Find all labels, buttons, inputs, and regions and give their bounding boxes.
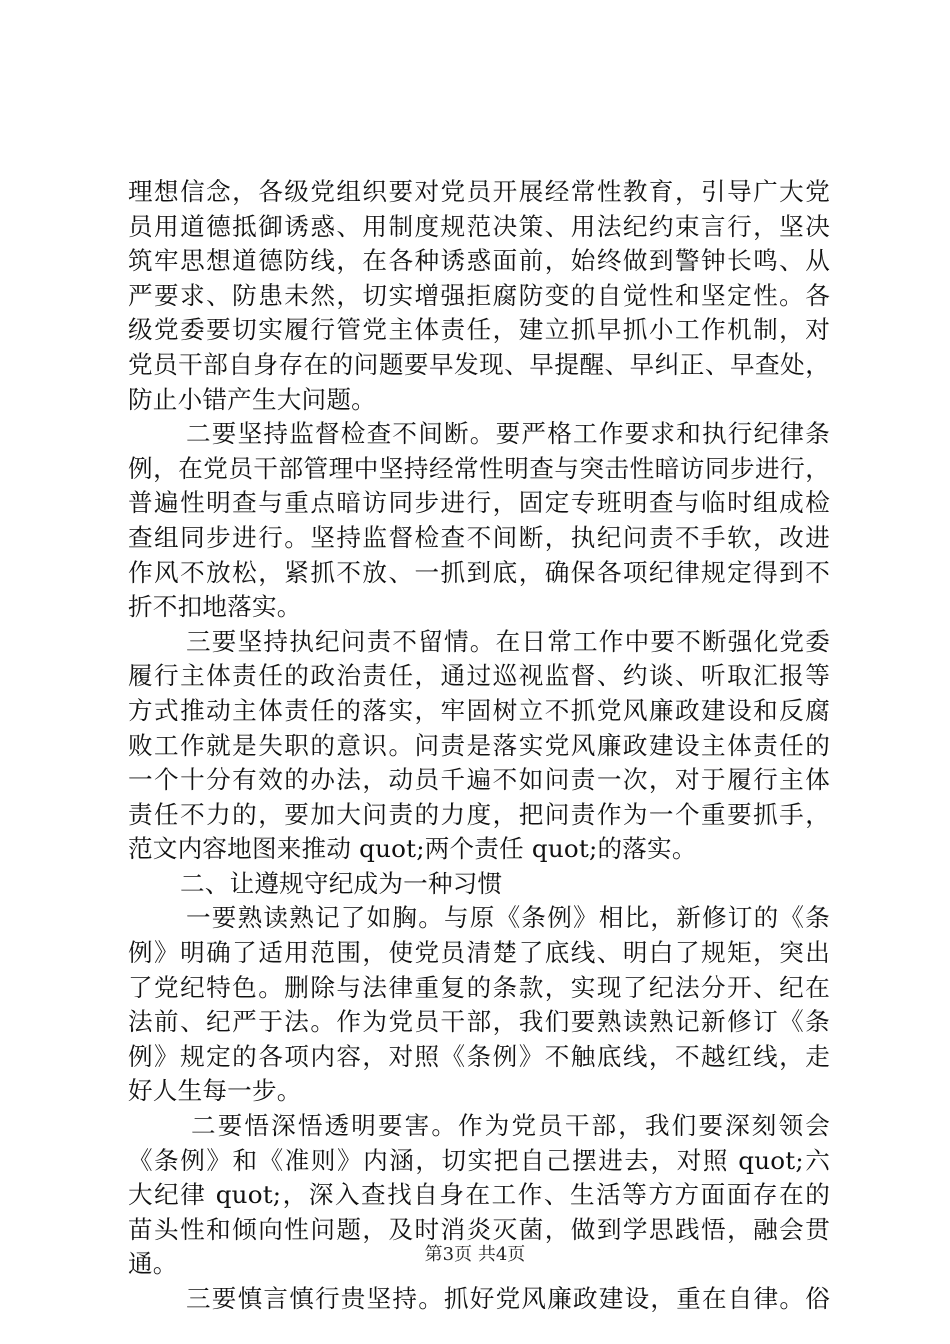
text-line: 二要悟深悟透明要害。作为党员干部，我们要深刻领会 <box>191 1111 830 1141</box>
text-line: 作风不放松，紧抓不放、一抓到底，确保各项纪律规定得到不 <box>128 557 830 587</box>
text-line: 法前、纪严于法。作为党员干部，我们要熟读熟记新修订《条 <box>128 1007 830 1037</box>
text-line: 普遍性明查与重点暗访同步进行，固定专班明查与临时组成检 <box>128 488 830 518</box>
text-line: 严要求、防患未然，切实增强拒腐防变的自觉性和坚定性。各 <box>128 280 830 310</box>
text-line: 级党委要切实履行管党主体责任，建立抓早抓小工作机制，对 <box>128 315 830 345</box>
text-line: 例，在党员干部管理中坚持经常性明查与突击性暗访同步进行， <box>128 453 830 483</box>
text-line: 范文内容地图来推动 quot;两个责任 quot;的落实。 <box>128 834 697 864</box>
text-line: 三要坚持执纪问责不留情。在日常工作中要不断强化党委 <box>186 626 830 656</box>
text-line: 苗头性和倾向性问题，及时消炎灭菌，做到学思践悟，融会贯 <box>128 1214 830 1244</box>
text-line: 查组同步进行。坚持监督检查不间断，执纪问责不手软，改进 <box>128 522 830 552</box>
text-line: 一要熟读熟记了如胸。与原《条例》相比，新修订的《条 <box>186 903 830 933</box>
text-line: 通。 <box>128 1249 178 1279</box>
text-line: 好人生每一步。 <box>128 1076 302 1106</box>
text-line: 二要坚持监督检查不间断。要严格工作要求和执行纪律条 <box>186 419 830 449</box>
text-line: 例》明确了适用范围，使党员清楚了底线、明白了规矩，突出 <box>128 938 830 968</box>
text-line: 《条例》和《准则》内涵，切实把自己摆进去，对照 quot;六 <box>128 1145 830 1175</box>
text-line: 折不扣地落实。 <box>128 592 302 622</box>
page-number: 第3页 共4页 <box>424 1244 526 1265</box>
text-line: 理想信念，各级党组织要对党员开展经常性教育，引导广大党 <box>128 177 830 206</box>
text-line: 筑牢思想道德防线，在各种诱惑面前，始终做到警钟长鸣、从 <box>128 246 830 276</box>
text-line: 履行主体责任的政治责任，通过巡视监督、约谈、听取汇报等 <box>128 661 830 691</box>
text-line: 了党纪特色。删除与法律重复的条款，实现了纪法分开、纪在 <box>128 972 830 1002</box>
text-line: 例》规定的各项内容，对照《条例》不触底线，不越红线，走 <box>128 1041 830 1071</box>
text-line: 防止小错产生大问题。 <box>128 384 376 414</box>
text-line: 员用道德抵御诱惑、用制度规范决策、用法纪约束言行，坚决 <box>128 211 830 241</box>
text-line: 党员干部自身存在的问题要早发现、早提醒、早纠正、早查处， <box>128 349 830 379</box>
text-line: 方式推动主体责任的落实，牢固树立不抓党风廉政建设和反腐 <box>128 695 830 725</box>
text-line: 三要慎言慎行贵坚持。抓好党风廉政建设，重在自律。俗 <box>186 1284 830 1313</box>
text-line: 败工作就是失职的意识。问责是落实党风廉政建设主体责任的 <box>128 730 830 760</box>
text-line: 二、让遵规守纪成为一种习惯 <box>180 868 503 898</box>
text-line: 一个十分有效的办法，动员千遍不如问责一次，对于履行主体 <box>128 765 830 795</box>
text-line: 大纪律 quot;，深入查找自身在工作、生活等方方面面存在的 <box>128 1180 830 1210</box>
text-line: 责任不力的，要加大问责的力度，把问责作为一个重要抓手， <box>128 799 830 829</box>
document-body <box>128 175 830 1317</box>
